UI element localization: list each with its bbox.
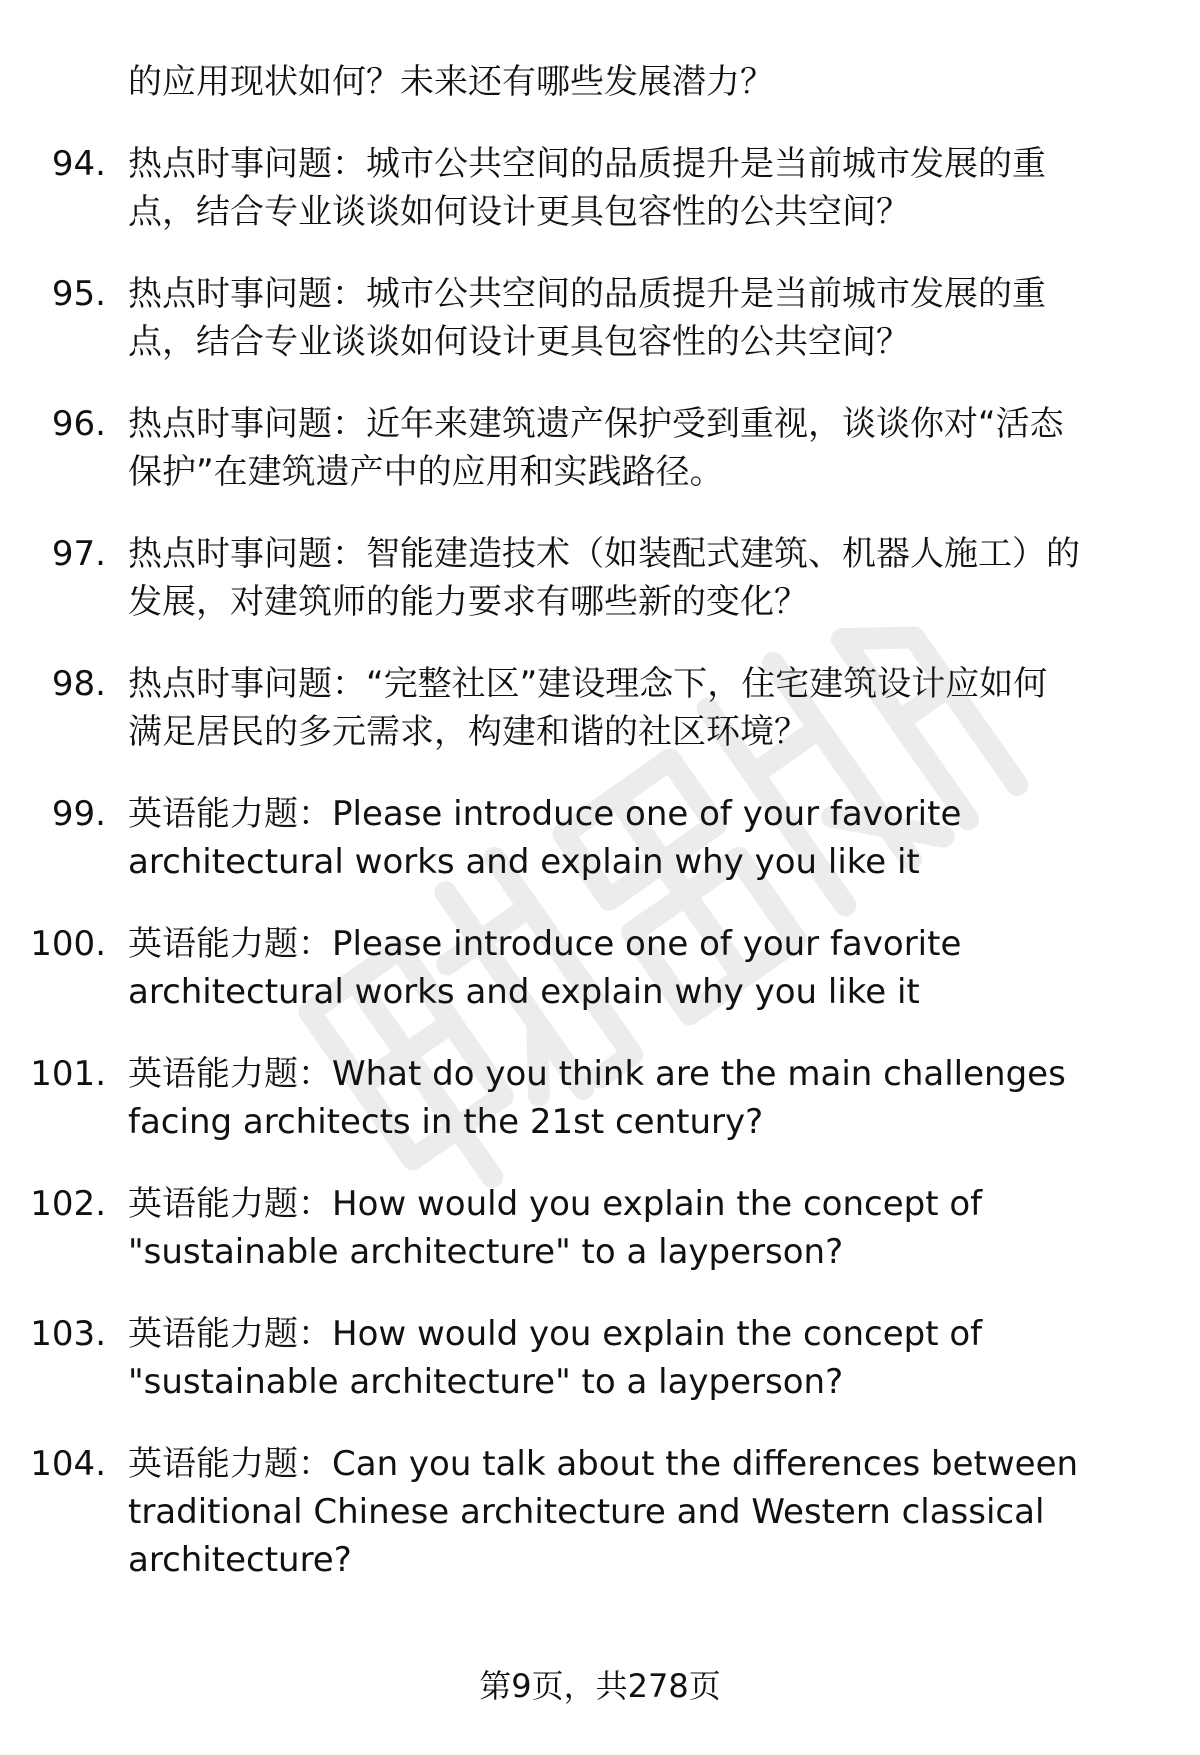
item-text: 热点时事问题：城市公共空间的品质提升是当前城市发展的重 <box>128 274 1046 314</box>
list-item <box>0 400 1200 496</box>
item-text: facing architects in the 21st century? <box>128 1102 764 1142</box>
item-number: 104. <box>30 1444 106 1484</box>
item-text: 热点时事问题：“完整社区”建设理念下，住宅建筑设计应如何 <box>128 664 1048 704</box>
item-number: 95. <box>51 274 106 314</box>
item-text: 满足居民的多元需求，构建和谐的社区环境？ <box>128 712 808 752</box>
page-footer: 第9页，共278页 <box>479 1667 721 1705</box>
list-item <box>0 530 1200 626</box>
item-text: 发展，对建筑师的能力要求有哪些新的变化？ <box>128 582 808 622</box>
item-number: 96. <box>51 404 106 444</box>
item-text: architecture? <box>128 1540 352 1580</box>
item-text: 热点时事问题：城市公共空间的品质提升是当前城市发展的重 <box>128 144 1046 184</box>
continued-text: 的应用现状如何？未来还有哪些发展潜力？ <box>128 62 774 102</box>
item-text: 英语能力题：Please introduce one of your favorite <box>128 924 962 964</box>
list-item <box>0 1310 1200 1406</box>
item-text: "sustainable architecture" to a layperson? <box>128 1362 844 1402</box>
item-text: "sustainable architecture" to a layperson? <box>128 1232 844 1272</box>
item-number: 94. <box>51 144 106 184</box>
item-text: 热点时事问题：近年来建筑遗产保护受到重视，谈谈你对“活态 <box>128 404 1064 444</box>
item-number: 100. <box>30 924 106 964</box>
item-number: 99. <box>51 794 106 834</box>
item-number: 98. <box>51 664 106 704</box>
item-text: 点，结合专业谈谈如何设计更具包容性的公共空间？ <box>128 322 910 362</box>
item-text: 点，结合专业谈谈如何设计更具包容性的公共空间？ <box>128 192 910 232</box>
list-item <box>0 660 1200 756</box>
item-text: 英语能力题：Please introduce one of your favorite <box>128 794 962 834</box>
item-number: 97. <box>51 534 106 574</box>
item-text: 英语能力题：How would you explain the concept of <box>128 1314 983 1354</box>
item-text: architectural works and explain why you like it <box>128 842 920 882</box>
item-text: 保护”在建筑遗产中的应用和实践路径。 <box>128 452 724 492</box>
list-item <box>0 1180 1200 1276</box>
item-text: 英语能力题：Can you talk about the differences between <box>128 1444 1079 1484</box>
list-item <box>0 920 1200 1016</box>
item-text: 英语能力题：What do you think are the main challenges <box>128 1054 1066 1094</box>
item-text: architectural works and explain why you like it <box>128 972 920 1012</box>
item-number: 103. <box>30 1314 106 1354</box>
item-text: traditional Chinese architecture and Western classical <box>128 1492 1045 1532</box>
list-item <box>0 790 1200 886</box>
list-item <box>0 1050 1200 1146</box>
item-number: 102. <box>30 1184 106 1224</box>
list-item <box>0 1440 1200 1584</box>
list-item <box>0 270 1200 366</box>
question-list <box>0 58 1200 1584</box>
item-number: 101. <box>30 1054 106 1094</box>
item-text: 英语能力题：How would you explain the concept of <box>128 1184 983 1224</box>
list-item <box>0 140 1200 236</box>
item-text: 热点时事问题：智能建造技术（如装配式建筑、机器人施工）的 <box>128 534 1080 574</box>
